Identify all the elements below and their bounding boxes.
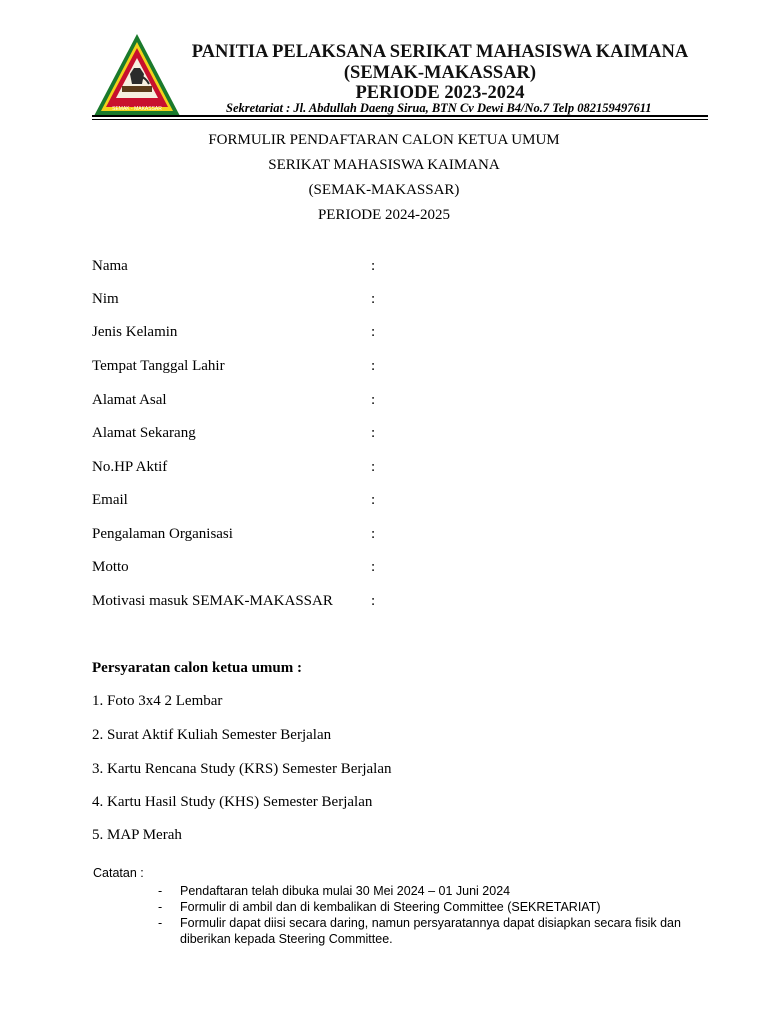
field-input-motto[interactable]: : <box>371 559 376 575</box>
form-period: PERIODE 2024-2025 <box>317 207 451 223</box>
requirement-item: 3. Kartu Rencana Study (KRS) Semester Berjalan <box>92 761 392 777</box>
form-subtitle: SERIKAT MAHASISWA KAIMANA <box>268 157 500 173</box>
note-text: Formulir di ambil dan di kembalikan di Steering Committee (SEKRETARIAT) <box>180 900 601 914</box>
note-item <box>158 915 688 947</box>
field-input-jenis-kelamin[interactable]: : <box>371 324 376 340</box>
org-abbrev: (SEMAK-MAKASSAR) <box>343 63 537 83</box>
field-label-alamat-asal: Alamat Asal <box>92 392 167 408</box>
field-label-tempat-tanggal-lahir: Tempat Tanggal Lahir <box>92 358 225 374</box>
notes-label: Catatan : <box>93 866 144 880</box>
field-label-motto: Motto <box>92 559 129 575</box>
field-label-pengalaman-organisasi: Pengalaman Organisasi <box>92 526 233 542</box>
note-item <box>158 899 688 915</box>
field-label-motivasi: Motivasi masuk SEMAK-MAKASSAR <box>92 593 333 609</box>
note-text: Pendaftaran telah dibuka mulai 30 Mei 2024 – 01 Juni 2024 <box>180 884 511 898</box>
header-divider-thin <box>92 119 708 120</box>
field-label-jenis-kelamin: Jenis Kelamin <box>92 324 178 340</box>
field-label-nim: Nim <box>92 291 119 307</box>
field-input-motivasi[interactable]: : <box>371 593 376 609</box>
form-title: FORMULIR PENDAFTARAN CALON KETUA UMUM <box>208 132 560 148</box>
field-input-alamat-asal[interactable]: : <box>371 392 376 408</box>
field-input-alamat-sekarang[interactable]: : <box>371 425 376 441</box>
bullet-dash: - <box>158 884 163 898</box>
bullet-dash: - <box>158 916 163 930</box>
requirement-item: 2. Surat Aktif Kuliah Semester Berjalan <box>92 727 332 743</box>
requirement-item: 1. Foto 3x4 2 Lembar <box>92 693 223 709</box>
bullet-dash: - <box>158 900 163 914</box>
field-input-no-hp[interactable]: : <box>371 459 376 475</box>
form-subtitle-abbrev: (SEMAK-MAKASSAR) <box>308 182 460 198</box>
requirement-item: 5. MAP Merah <box>92 827 182 843</box>
field-label-alamat-sekarang: Alamat Sekarang <box>92 425 196 441</box>
field-input-pengalaman-organisasi[interactable]: : <box>371 526 376 542</box>
secretariat-address: Sekretariat : Jl. Abdullah Daeng Sirua, BTN Cv Dewi B4/No.7 Telp 082159497611 <box>226 101 652 115</box>
field-label-no-hp: No.HP Aktif <box>92 459 168 475</box>
logo-text: SEMAK - MAKASSAR <box>112 106 162 112</box>
field-input-nim[interactable]: : <box>371 291 376 307</box>
field-input-email[interactable]: : <box>371 492 376 508</box>
field-input-tempat-tanggal-lahir[interactable]: : <box>371 358 376 374</box>
note-text: Formulir dapat diisi secara daring, namun persyaratannya dapat disiapkan secara fisik dan diberikan kepada Steering Committee. <box>180 916 681 946</box>
header-divider <box>92 115 708 117</box>
field-label-email: Email <box>92 492 128 508</box>
requirements-heading: Persyaratan calon ketua umum : <box>92 660 302 676</box>
requirement-item: 4. Kartu Hasil Study (KHS) Semester Berjalan <box>92 794 373 810</box>
org-period: PERIODE 2023-2024 <box>355 83 525 103</box>
note-item <box>158 883 688 899</box>
field-input-nama[interactable]: : <box>371 258 376 274</box>
field-label-nama: Nama <box>92 258 128 274</box>
organization-logo <box>92 32 182 118</box>
org-name: PANITIA PELAKSANA SERIKAT MAHASISWA KAIMANA <box>191 42 689 62</box>
